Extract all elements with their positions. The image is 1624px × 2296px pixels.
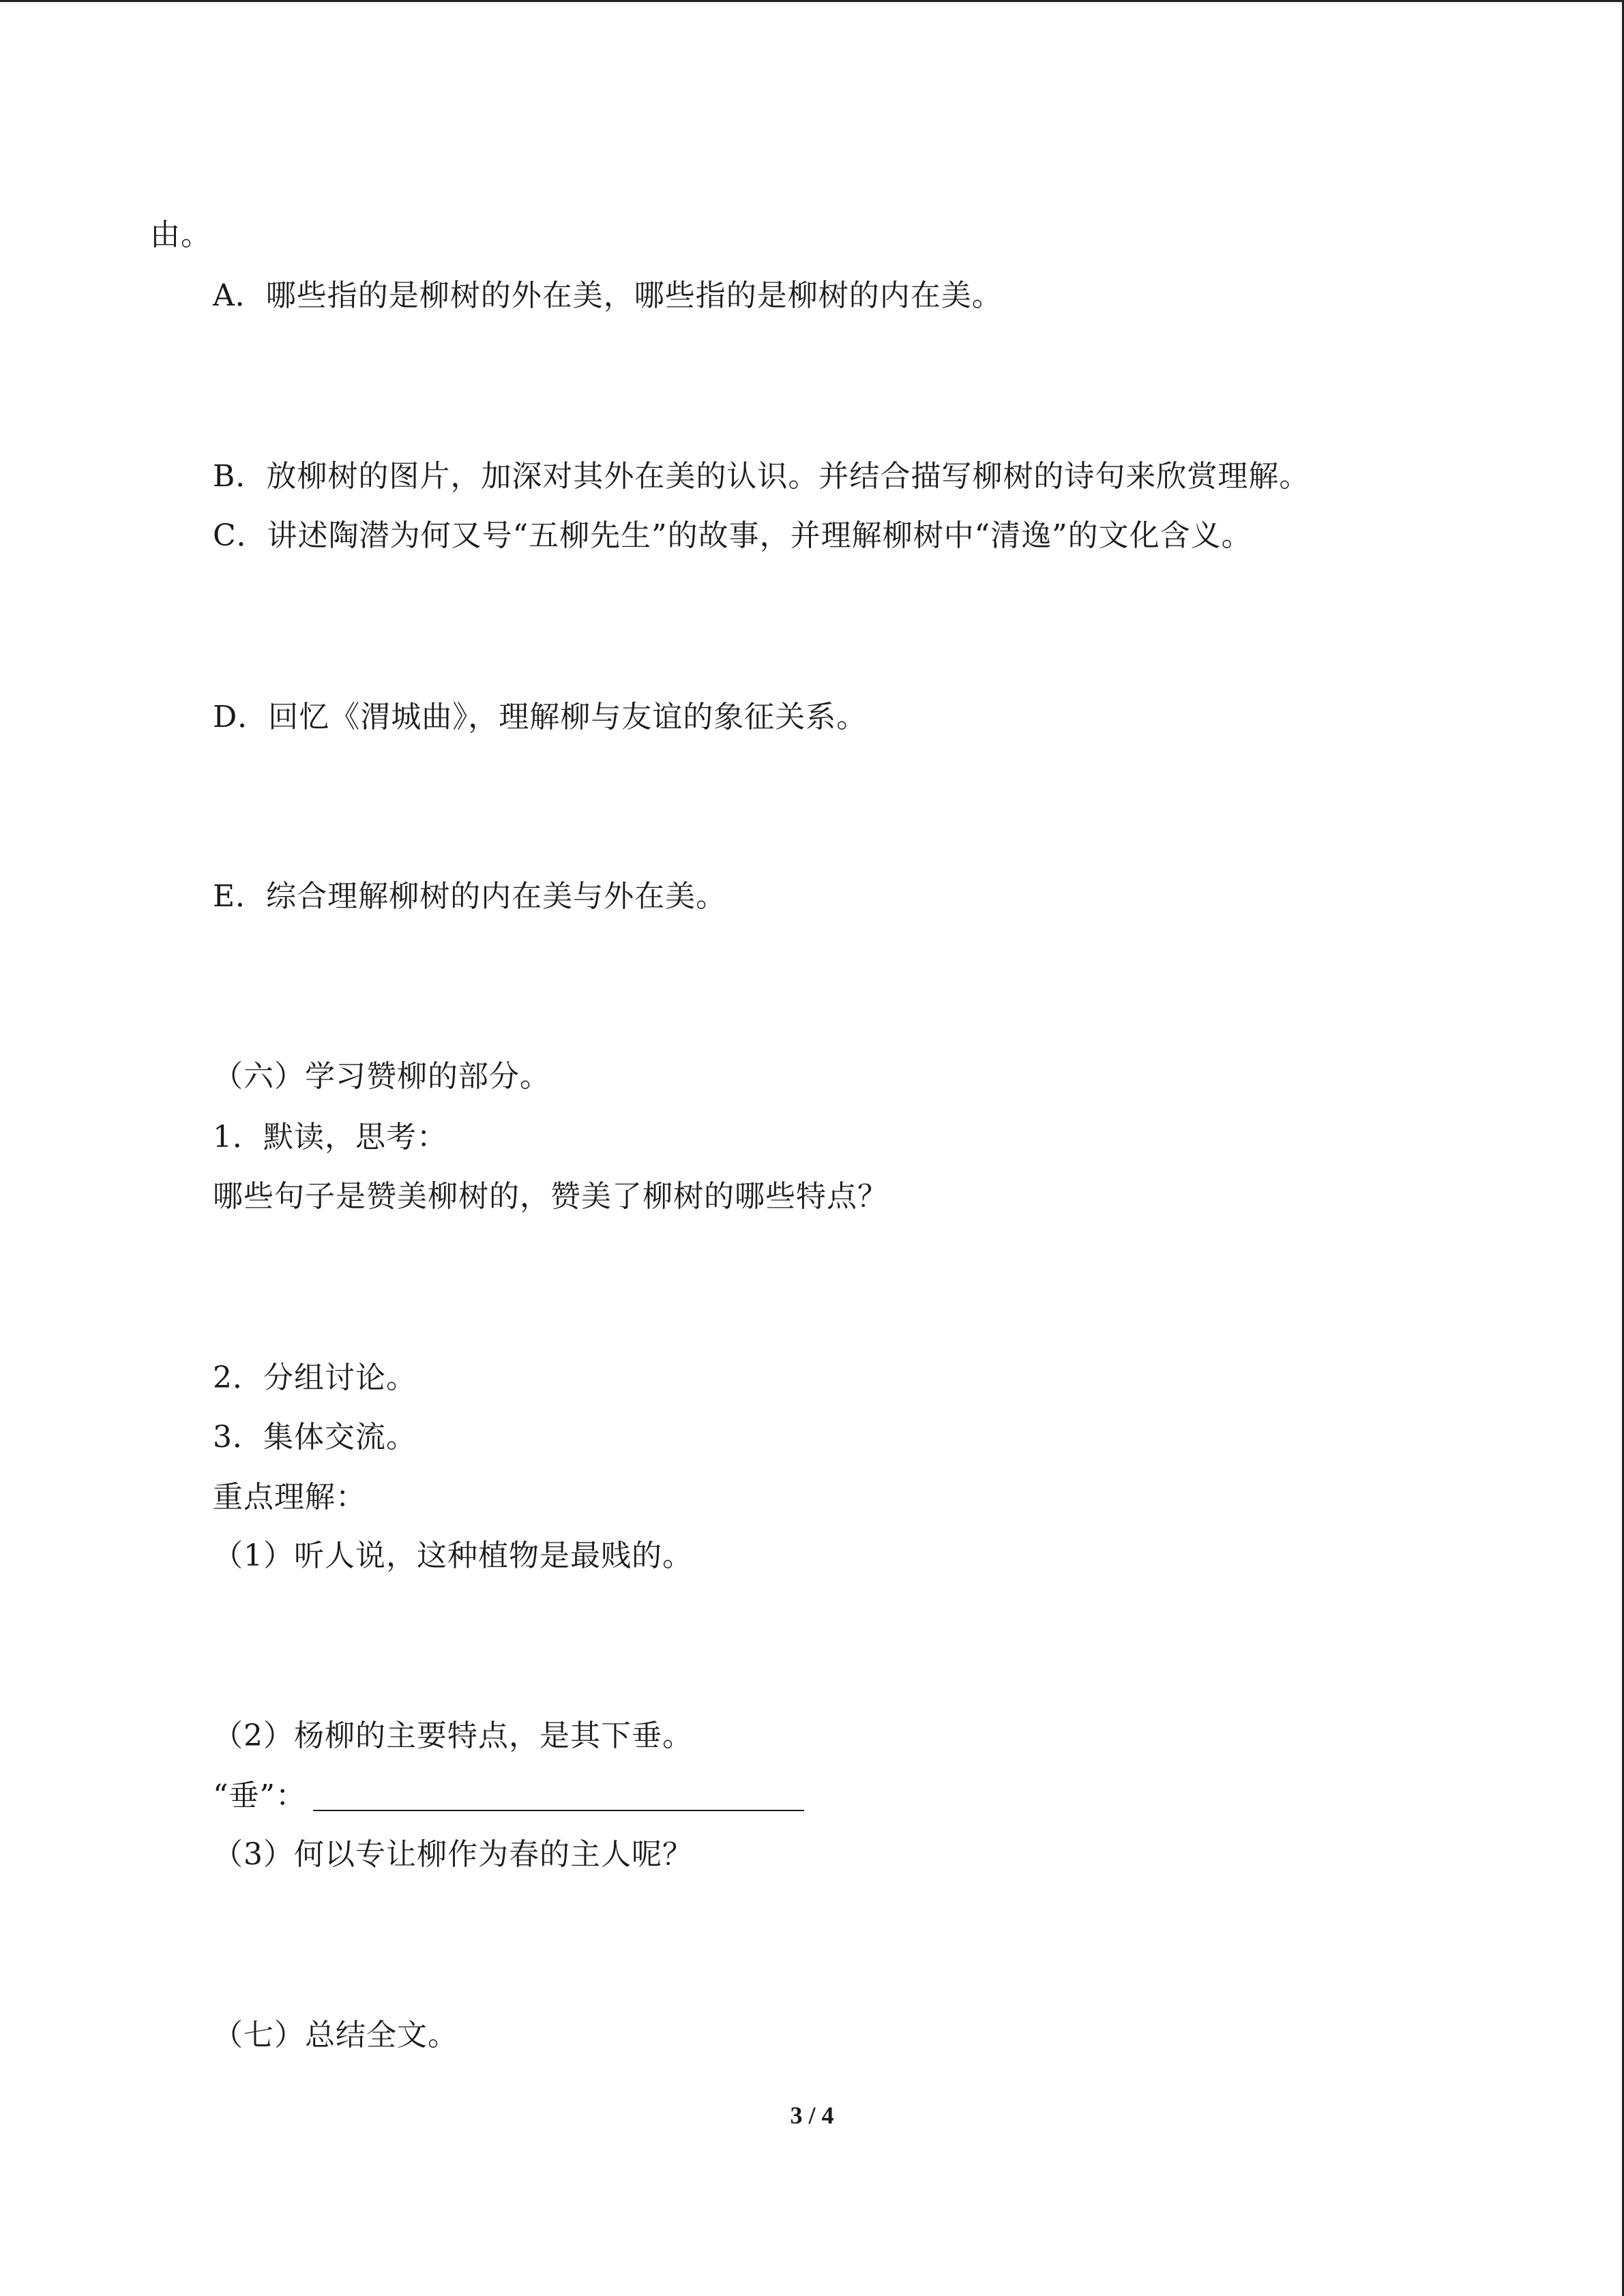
key-points-heading: 重点理解： (213, 1480, 366, 1515)
key-point-3-text: （3）何以专让柳作为春的主人呢？ (213, 1837, 693, 1872)
step-1-question: 哪些句子是赞美柳树的，赞美了柳树的哪些特点？ (213, 1179, 888, 1214)
section-7-heading: （七）总结全文。 (213, 2018, 458, 2053)
step-3-text: 3．集体交流。 (213, 1420, 417, 1455)
option-c-text: C．讲述陶潜为何又号“五柳先生”的故事，并理解柳树中“清逸”的文化含义。 (213, 518, 1252, 553)
page-top-border (0, 0, 1624, 2)
continued-text-line: 由。 (150, 218, 211, 252)
step-1-text: 1．默读，思考： (213, 1120, 447, 1154)
option-a-text: A．哪些指的是柳树的外在美，哪些指的是柳树的内在美。 (213, 278, 1003, 313)
key-point-1-text: （1）听人说，这种植物是最贱的。 (213, 1538, 693, 1573)
chui-label: “垂”： (213, 1778, 306, 1813)
option-e-text: E．综合理解柳树的内在美与外在美。 (213, 879, 727, 914)
option-b-text: B．放柳树的图片，加深对其外在美的认识。并结合描写柳树的诗句来欣赏理解。 (213, 459, 1310, 494)
page-number: 3 / 4 (790, 2102, 834, 2129)
answer-blank-line (313, 1810, 804, 1811)
option-d-text: D．回忆《渭城曲》，理解柳与友谊的象征关系。 (213, 700, 868, 734)
section-6-heading: （六）学习赞柳的部分。 (213, 1059, 550, 1094)
chui-answer-row (213, 1776, 804, 1817)
key-point-2-text: （2）杨柳的主要特点，是其下垂。 (213, 1718, 693, 1753)
step-2-text: 2．分组讨论。 (213, 1360, 417, 1395)
